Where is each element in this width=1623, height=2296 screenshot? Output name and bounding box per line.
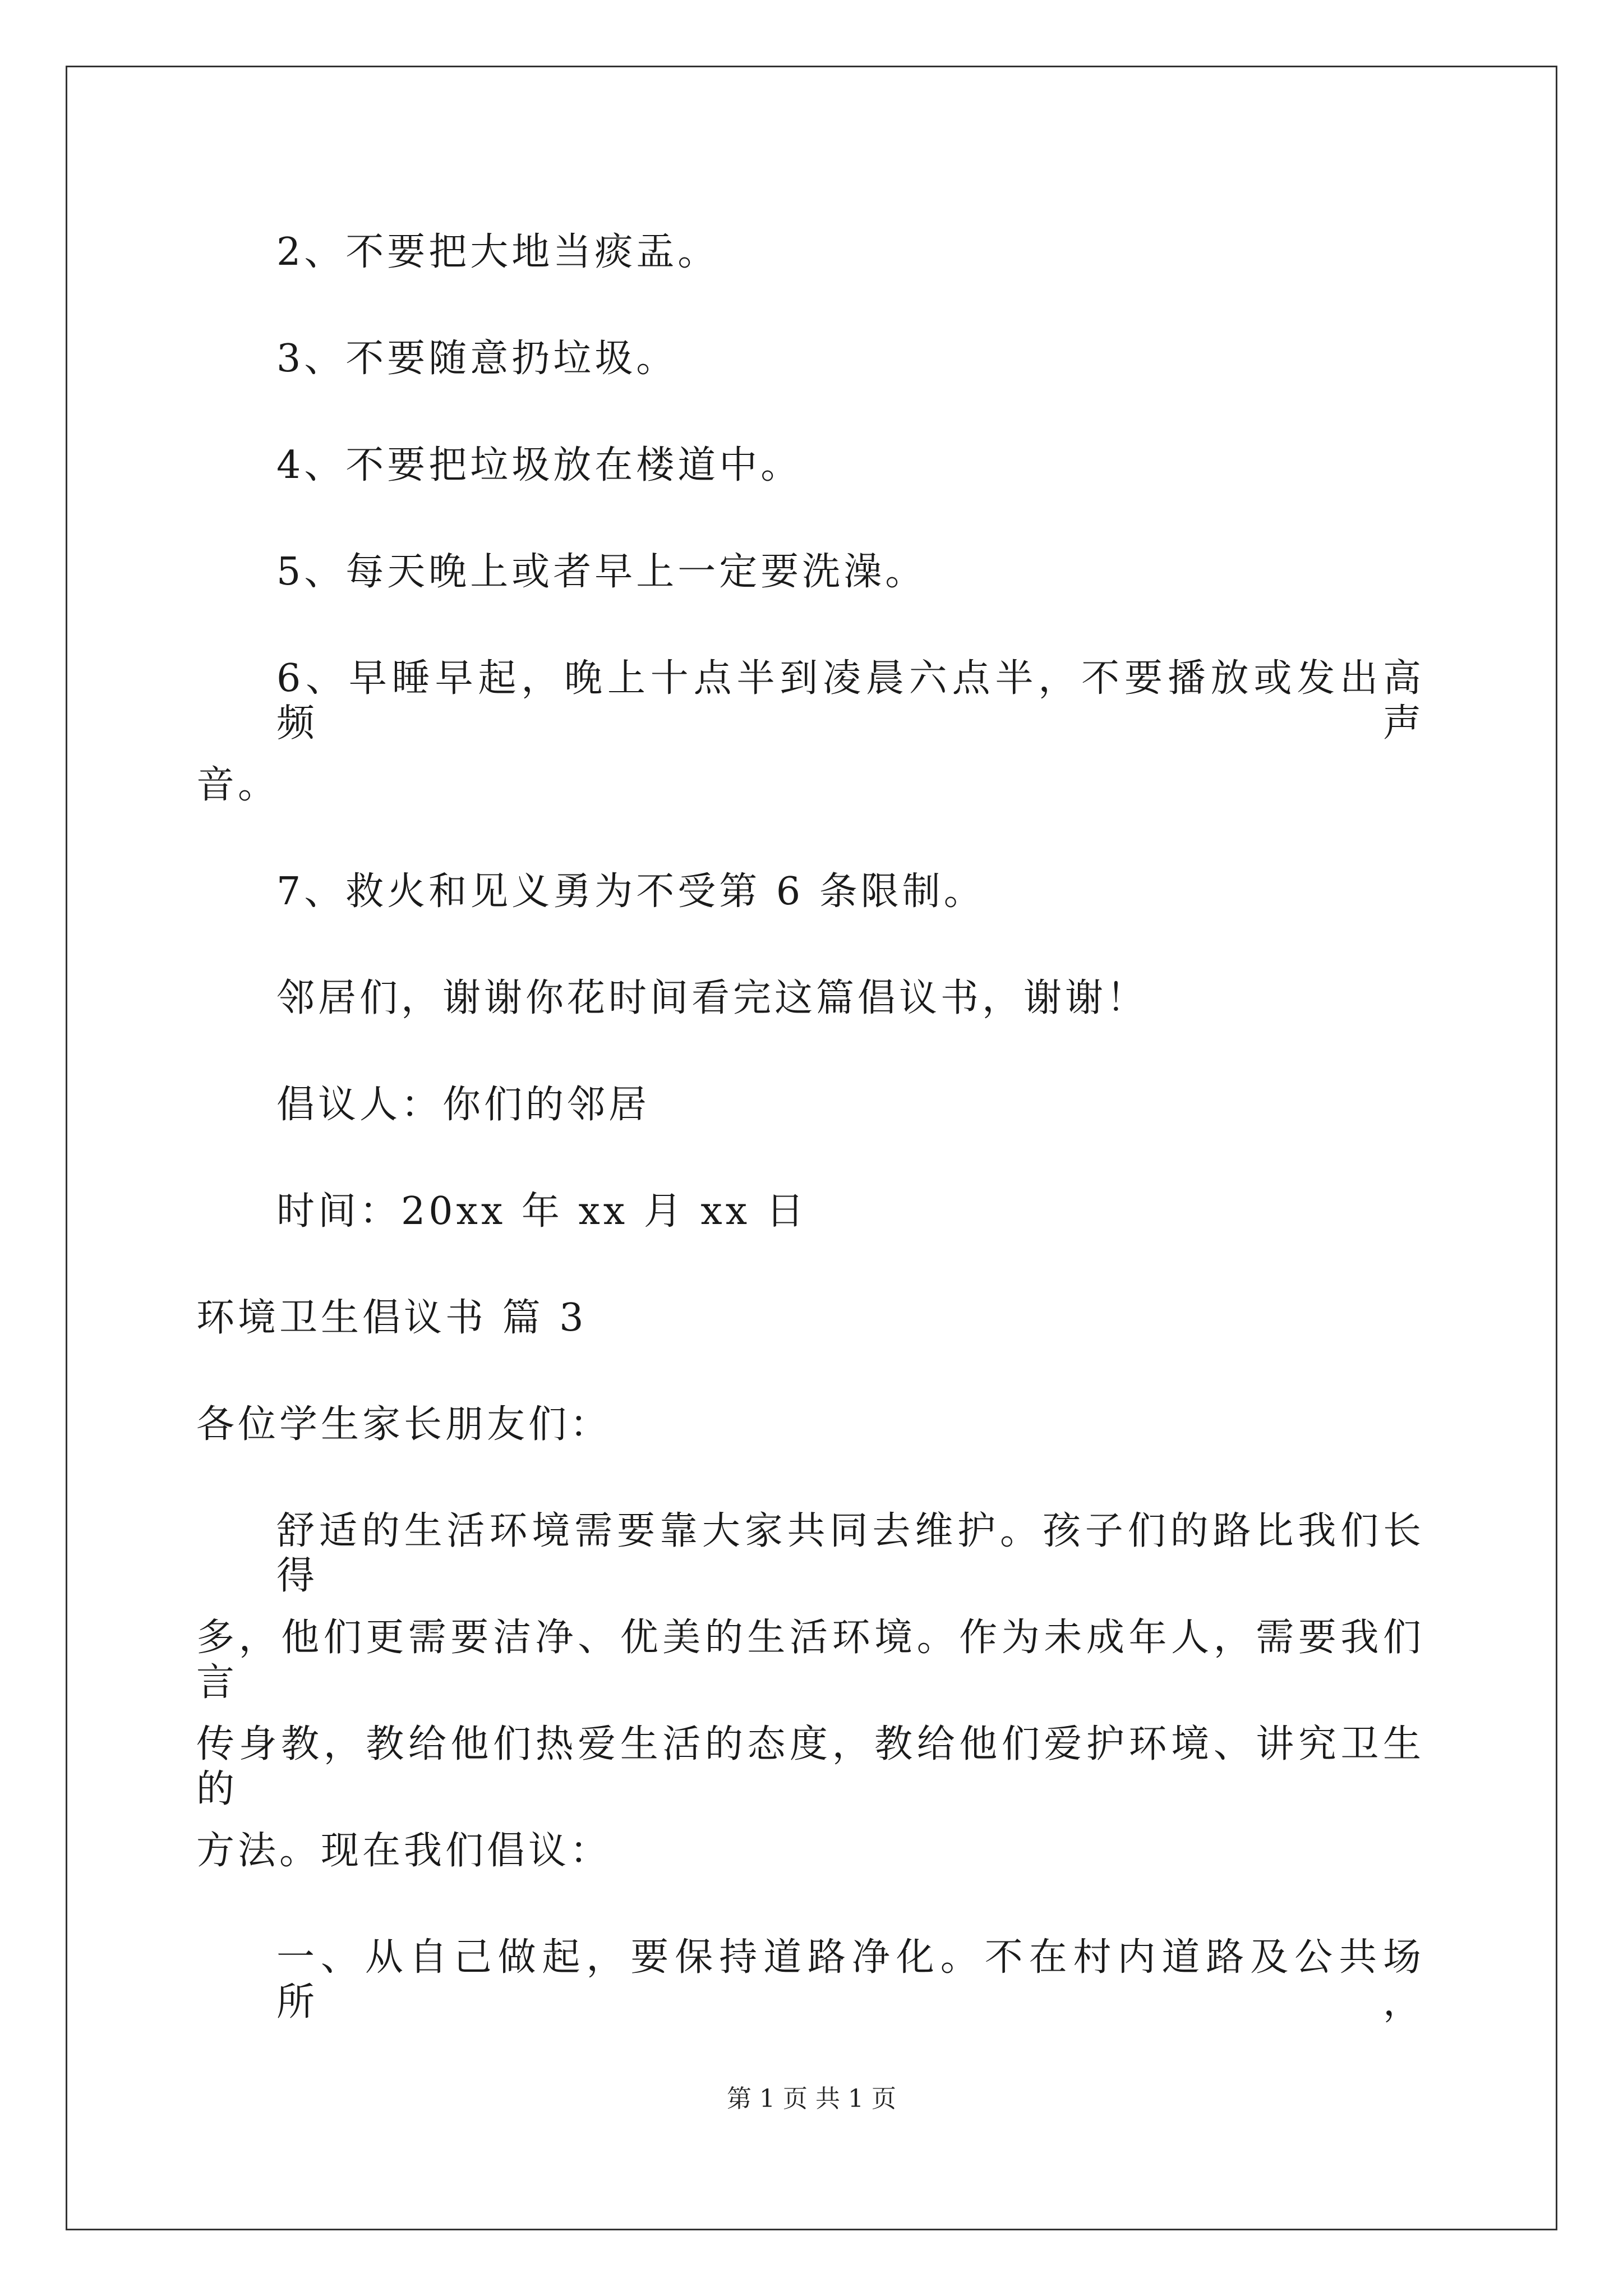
page-footer: 第 1 页 共 1 页 [727,2085,896,2113]
signature-proposer: 倡议人：你们的邻居 [276,1083,651,1127]
list-item-6-line-2: 音。 [196,763,280,807]
closing-thanks: 邻居们，谢谢你花时间看完这篇倡议书，谢谢！ [276,976,1149,1020]
page-border [66,66,1557,2230]
signature-date: 时间：20xx 年 xx 月 xx 日 [276,1189,808,1234]
list-item-2: 2、不要把大地当痰盂。 [276,230,720,274]
list-item-3: 3、不要随意扔垃圾。 [276,337,678,381]
paragraph-line-1: 舒适的生活环境需要靠大家共同去维护。孩子们的路比我们长得 [276,1509,1424,1598]
list-item-6-line-1: 6、早睡早起，晚上十点半到凌晨六点半，不要播放或发出高频声 [276,656,1424,746]
proposal-item-1: 一、从自己做起，要保持道路净化。不在村内道路及公共场所， [276,1935,1424,2024]
section-heading: 环境卫生倡议书 篇 3 [196,1296,587,1340]
paragraph-line-3: 传身教，教给他们热爱生活的态度，教给他们爱护环境、讲究卫生的 [196,1722,1424,1811]
paragraph-line-4: 方法。现在我们倡议： [196,1829,612,1873]
salutation: 各位学生家长朋友们： [196,1402,612,1447]
list-item-7: 7、救火和见义勇为不受第 6 条限制。 [276,869,985,914]
list-item-5: 5、每天晚上或者早上一定要洗澡。 [276,550,927,594]
paragraph-line-2: 多，他们更需要洁净、优美的生活环境。作为未成年人，需要我们言 [196,1616,1424,1705]
list-item-4: 4、不要把垃圾放在楼道中。 [276,443,803,487]
